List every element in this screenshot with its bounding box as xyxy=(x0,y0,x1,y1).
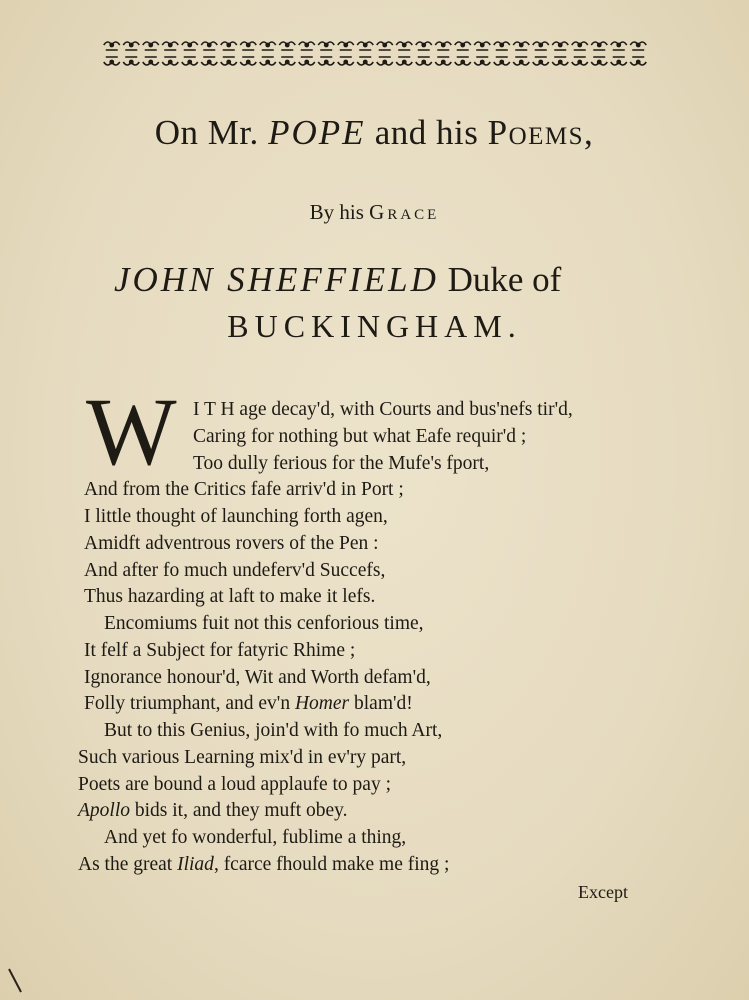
poem-line xyxy=(84,477,404,503)
poem-line xyxy=(84,584,375,610)
poem-line-text: As the great xyxy=(78,853,178,875)
poem-line xyxy=(104,825,406,851)
poem-line-italic: Apollo xyxy=(78,800,130,822)
page-title xyxy=(0,113,749,153)
poem-line-text-after: , fcarce fhould make me fing ; xyxy=(213,853,450,875)
poem-line-text: I T H age decay'd, with Courts and bus'nefs tir'd, xyxy=(193,399,573,420)
poem-line xyxy=(78,745,406,771)
poem-line-text: And yet fo wonderful, fublime a thing, xyxy=(104,827,407,848)
poem-line xyxy=(193,397,573,423)
byline xyxy=(0,200,749,225)
title-name: POPE xyxy=(268,113,366,152)
ornament-band xyxy=(102,36,648,72)
poem-line-text: Amidft adventrous rovers of the Pen : xyxy=(84,532,379,554)
poem-line-text: And from the Critics fafe arriv'd in Port ; xyxy=(84,479,404,501)
byline-grace: Grace xyxy=(369,200,440,224)
poem-line xyxy=(84,504,388,530)
poem-line-text: Thus hazarding at laft to make it lefs. xyxy=(84,586,376,608)
poem-line-text: Too dully ferious for the Mufe's fport, xyxy=(193,452,490,474)
author-line xyxy=(114,260,674,300)
title-middle: and his xyxy=(365,113,488,152)
poem-line-text-after: bids it, and they muft obey. xyxy=(130,800,348,822)
poem-line xyxy=(84,531,379,557)
poem-line-text: And after fo much undeferv'd Succefs, xyxy=(84,559,386,581)
poem-line xyxy=(84,638,355,664)
catchword: Except xyxy=(578,882,628,902)
poem-line-text: Folly triumphant, and ev'n xyxy=(84,693,295,715)
poem-line xyxy=(104,611,424,637)
byline-prefix: By his xyxy=(309,200,370,224)
poem-line-text: Caring for nothing but what Eafe requir'd ; xyxy=(193,425,527,447)
poem-line-text: It felf a Subject for fatyric Rhime ; xyxy=(84,639,356,661)
poem-line xyxy=(84,691,413,717)
poem-line xyxy=(78,852,449,878)
poem-line xyxy=(104,718,442,744)
poem-line-text: Encomiums fuit not this cenforious time, xyxy=(104,613,424,634)
margin-mark xyxy=(6,965,26,995)
poem-line xyxy=(78,798,348,824)
dukedom: BUCKINGHAM. xyxy=(227,308,522,344)
author-title: Duke of xyxy=(438,260,562,299)
poem-line-italic: Iliad xyxy=(177,853,214,875)
title-prefix: On Mr. xyxy=(154,113,269,152)
poem-line-text: But to this Genius, join'd with fo much Art, xyxy=(104,720,443,741)
poem-line-italic: Homer xyxy=(294,693,350,715)
poem-line-text: Poets are bound a loud applaufe to pay ; xyxy=(78,773,391,795)
author-name: JOHN SHEFFIELD xyxy=(114,260,439,299)
drop-cap: W xyxy=(86,378,177,485)
poem-line xyxy=(193,424,526,450)
poem-line-text: Such various Learning mix'd in ev'ry part, xyxy=(78,746,407,768)
poem-line xyxy=(84,558,385,584)
poem-line xyxy=(193,451,489,477)
poem-line-text-after: blam'd! xyxy=(349,693,413,715)
poem-line-text: I little thought of launching forth agen, xyxy=(84,506,388,527)
poem-line xyxy=(78,772,391,798)
title-end: Poems, xyxy=(487,113,595,152)
poem-line-text: Ignorance honour'd, Wit and Worth defam'd, xyxy=(84,666,431,688)
poem-line xyxy=(84,665,431,691)
